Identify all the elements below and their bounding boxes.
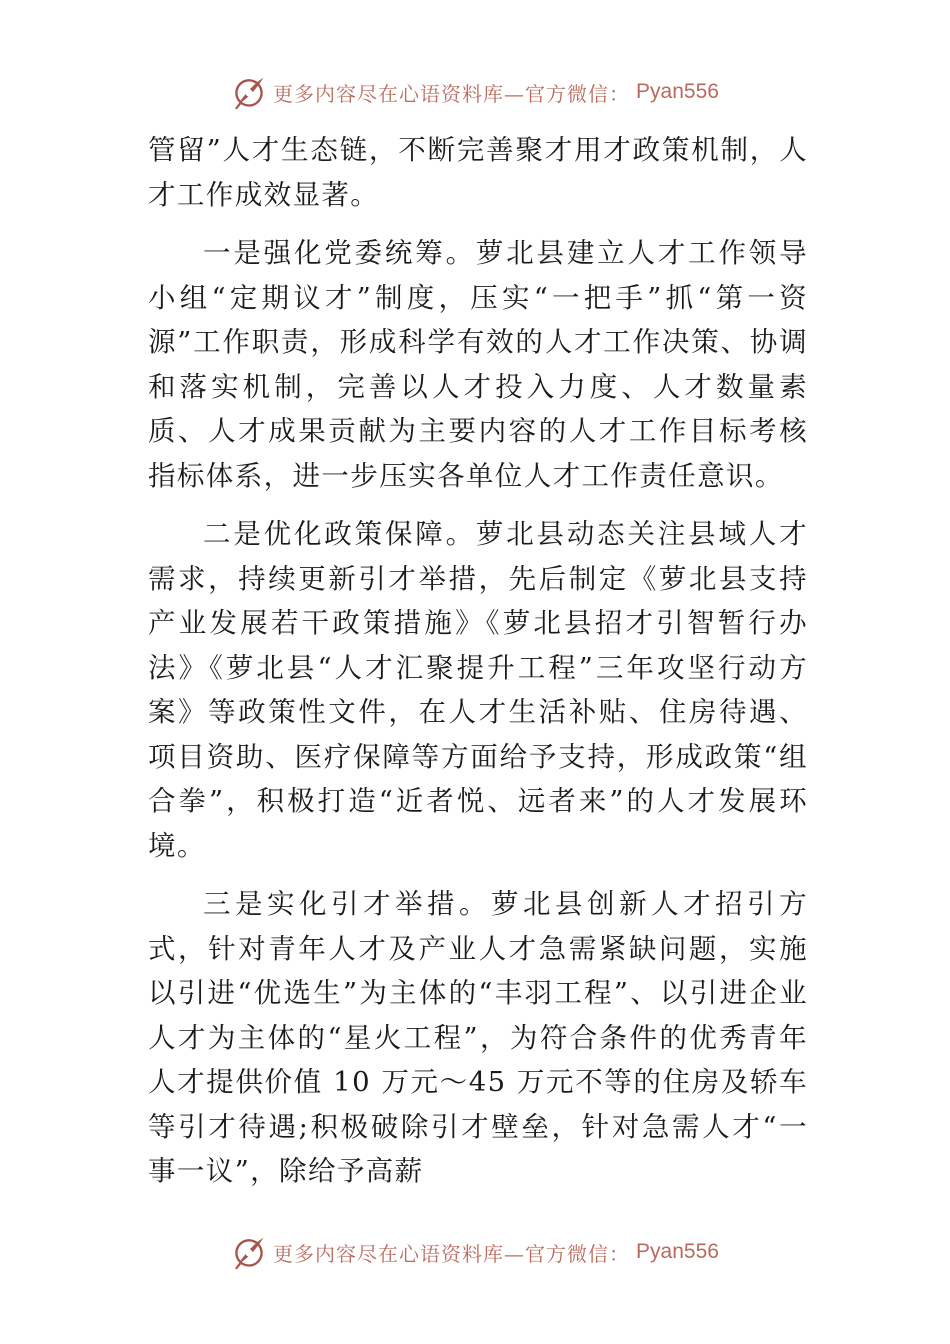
header-banner-inner (231, 74, 719, 110)
paragraph-continuation: 管留”人才生态链，不断完善聚才用才政策机制，人才工作成效显著。 (148, 134, 808, 211)
header-banner-text: 更多内容尽在心语资料库—官方微信： (273, 81, 631, 106)
quill-circle-logo-icon (231, 74, 267, 110)
footer-banner-inner (231, 1234, 719, 1270)
footer-banner (0, 1232, 950, 1272)
document-body (148, 128, 808, 1194)
footer-wechat-id: Pyan556 (636, 1240, 719, 1263)
paragraph-talent-recruitment: 三是实化引才举措。萝北县创新人才招引方式，针对青年人才及产业人才急需紧缺问题，实施以引进“优选生”为主体的“丰羽工程”、以引进企业人才为主体的“星火工程”，为符合条件的优秀青年人才提供价值 10 万元～45 万元不等的住房及轿车等引才待遇;积极破除引才壁垒，针对急需人才“一事一议”，除给予高薪 (148, 888, 808, 1187)
quill-circle-logo-icon (231, 1234, 267, 1270)
header-wechat-id: Pyan556 (636, 80, 719, 103)
header-banner (0, 72, 950, 112)
paragraph-party-coordination: 一是强化党委统筹。萝北县建立人才工作领导小组“定期议才”制度，压实“一把手”抓“第一资源”工作职责，形成科学有效的人才工作决策、协调和落实机制，完善以人才投入力度、人才数量素质、人才成果贡献为主要内容的人才工作目标考核指标体系，进一步压实各单位人才工作责任意识。 (148, 237, 808, 492)
footer-banner-text: 更多内容尽在心语资料库—官方微信： (273, 1241, 631, 1266)
paragraph-policy-guarantee: 二是优化政策保障。萝北县动态关注县域人才需求，持续更新引才举措，先后制定《萝北县支持产业发展若干政策措施》《萝北县招才引智暂行办法》《萝北县“人才汇聚提升工程”三年攻坚行动方案》等政策性文件，在人才生活补贴、住房待遇、项目资助、医疗保障等方面给予支持，形成政策“组合拳”，积极打造“近者悦、远者来”的人才发展环境。 (148, 518, 808, 862)
